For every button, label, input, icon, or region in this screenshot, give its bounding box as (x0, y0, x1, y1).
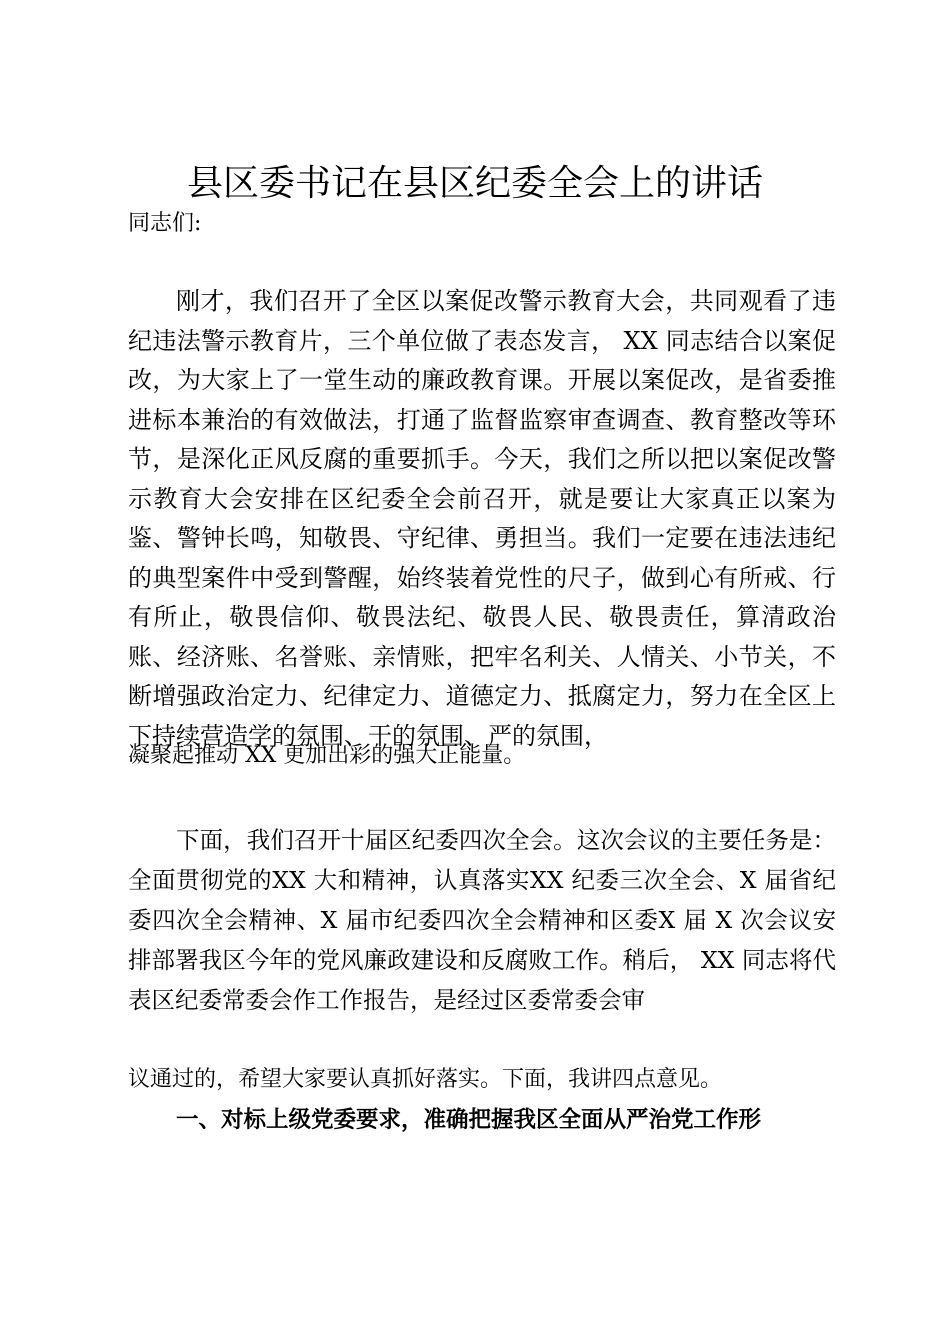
body-paragraph-continued: 凝聚起推动 XX 更加出彩的强大正能量。 (128, 743, 526, 768)
body-paragraph: 下面，我们召开十届区纪委四次全会。这次会议的主要任务是：全面贯彻党的XX 大和精神，认真落实XX 纪委三次全会、X 届省纪委四次全会精神、X 届市纪委四次全会精神和区委X 届 X 次会议安排部署我区今年的党风廉政建设和反腐败工作。稍后， XX 同志将代表区纪委常委会作工作报告，是经过区委常委会审 (128, 826, 836, 1014)
page-title: 县区委书记在县区纪委全会上的讲话 (186, 163, 763, 204)
body-paragraph: 刚才，我们召开了全区以案促改警示教育大会，共同观看了违纪违法警示教育片，三个单位做了表态发言， XX 同志结合以案促改，为大家上了一堂生动的廉政教育课。开展以案促改，是省委推进标本兼治的有效做法，打通了监督监察审查调查、教育整改等环节，是深化正风反腐的重要抓手。今天，我们之所以把以案促改警示教育大会安排在区纪委全会前召开，就是要让大家真正以案为鉴、警钟长鸣，知敬畏、守纪律、勇担当。我们一定要在违法违纪的典型案件中受到警醒，始终装着党性的尺子，做到心有所戒、行有所止，敬畏信仰、敬畏法纪、敬畏人民、敬畏责任，算清政治账、经济账、名誉账、亲情账，把牢名利关、人情关、小节关，不断增强政治定力、纪律定力、道德定力、抵腐定力，努力在全区上下持续营造学的氛围、干的氛围、严的氛围， (128, 287, 836, 750)
section-heading: 一、对标上级党委要求，准确把握我区全面从严治党工作形 (176, 1107, 762, 1133)
salutation: 同志们: (128, 211, 202, 236)
body-paragraph-continued: 议通过的，希望大家要认真抓好落实。下面，我讲四点意见。 (128, 1067, 723, 1092)
